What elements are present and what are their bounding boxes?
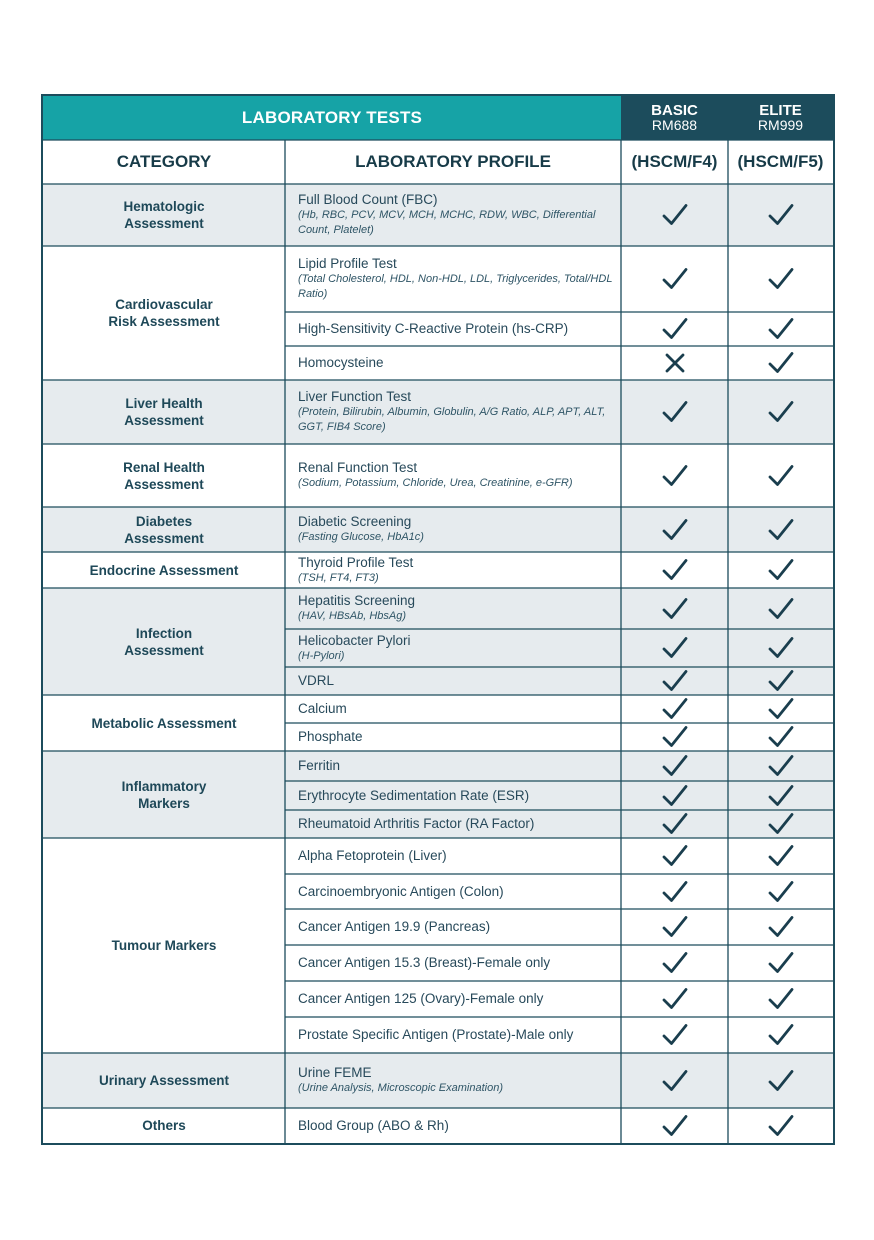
test-name: High-Sensitivity C-Reactive Protein (hs-CRP) xyxy=(298,321,569,336)
test-detail: (Sodium, Potassium, Chloride, Urea, Creatinine, e-GFR) xyxy=(298,477,573,489)
checkmark-icon xyxy=(768,1069,794,1093)
checkmark-icon xyxy=(662,518,688,542)
test-name: Cancer Antigen 15.3 (Breast)-Female only xyxy=(298,955,551,970)
checkmark-icon xyxy=(768,464,794,488)
elite-availability-cell xyxy=(728,874,833,909)
basic-availability-cell xyxy=(621,246,728,312)
test-profile-cell xyxy=(285,552,621,588)
elite-availability-cell xyxy=(728,1108,833,1143)
checkmark-icon xyxy=(768,697,794,721)
basic-availability-cell xyxy=(621,751,728,781)
test-name: Urine FEME xyxy=(298,1065,372,1080)
checkmark-icon xyxy=(768,784,794,808)
basic-plan-price: RM688 xyxy=(651,117,698,133)
test-name: Liver Function Test xyxy=(298,389,412,404)
test-detail: (HAV, HBsAb, HbsAg) xyxy=(298,610,406,622)
basic-plan-header xyxy=(621,96,728,140)
elite-plan-name: ELITE xyxy=(759,102,802,119)
category-cell: Cardiovascular Risk Assessment xyxy=(108,297,220,329)
basic-availability-cell xyxy=(621,1108,728,1143)
checkmark-icon xyxy=(662,1069,688,1093)
category-cell: Diabetes Assessment xyxy=(124,513,204,546)
test-detail: (Total Cholesterol, HDL, Non-HDL, LDL, Triglycerides, Total/HDL Ratio) xyxy=(298,273,613,300)
elite-availability-cell xyxy=(728,184,833,246)
test-profile-cell xyxy=(285,981,621,1017)
elite-plan-price: RM999 xyxy=(757,117,804,133)
elite-availability-cell xyxy=(728,945,833,981)
checkmark-icon xyxy=(662,558,688,582)
basic-plan-name: BASIC xyxy=(651,102,698,119)
checkmark-icon xyxy=(768,597,794,621)
checkmark-icon xyxy=(768,317,794,341)
checkmark-icon xyxy=(662,597,688,621)
basic-availability-cell xyxy=(621,346,728,380)
checkmark-icon xyxy=(768,558,794,582)
elite-availability-cell xyxy=(728,810,833,838)
table-title: LABORATORY TESTS xyxy=(241,108,423,127)
checkmark-icon xyxy=(662,636,688,660)
basic-availability-cell xyxy=(621,874,728,909)
elite-availability-cell xyxy=(728,909,833,945)
test-name: Phosphate xyxy=(298,729,363,744)
checkmark-icon xyxy=(768,518,794,542)
test-profile-cell xyxy=(285,629,621,667)
checkmark-icon xyxy=(768,669,794,693)
test-name: Rheumatoid Arthritis Factor (RA Factor) xyxy=(298,816,535,831)
basic-availability-cell xyxy=(621,444,728,507)
laboratory-tests-table xyxy=(41,94,835,1145)
elite-availability-cell xyxy=(728,981,833,1017)
test-name: Ferritin xyxy=(298,758,341,773)
test-name: Cancer Antigen 19.9 (Pancreas) xyxy=(298,919,491,934)
basic-availability-cell xyxy=(621,629,728,667)
elite-availability-cell xyxy=(728,444,833,507)
test-profile-cell xyxy=(285,723,621,751)
test-name: Lipid Profile Test xyxy=(298,256,397,271)
test-profile-cell xyxy=(285,246,621,312)
elite-availability-cell xyxy=(728,1053,833,1108)
basic-availability-cell xyxy=(621,945,728,981)
test-name: Diabetic Screening xyxy=(298,514,412,529)
test-name: Full Blood Count (FBC) xyxy=(298,192,438,207)
elite-availability-cell xyxy=(728,751,833,781)
test-profile-cell xyxy=(285,184,621,246)
test-name: Thyroid Profile Test xyxy=(298,554,414,570)
basic-availability-cell xyxy=(621,1017,728,1053)
elite-availability-cell xyxy=(728,346,833,380)
elite-availability-cell xyxy=(728,629,833,667)
checkmark-icon xyxy=(662,915,688,939)
elite-availability-cell xyxy=(728,588,833,629)
basic-availability-cell xyxy=(621,838,728,874)
basic-availability-cell xyxy=(621,981,728,1017)
category-column-header: CATEGORY xyxy=(116,152,212,171)
basic-availability-cell xyxy=(621,909,728,945)
basic-availability-cell xyxy=(621,667,728,695)
checkmark-icon xyxy=(768,351,794,375)
category-cell: Urinary Assessment xyxy=(98,1073,230,1088)
test-detail: (Protein, Bilirubin, Albumin, Globulin, A/G Ratio, ALP, APT, ALT, GGT, FIB4 Score) xyxy=(298,406,606,433)
checkmark-icon xyxy=(662,267,688,291)
category-cell: Renal Health Assessment xyxy=(123,459,205,492)
test-profile-cell xyxy=(285,810,621,838)
checkmark-icon xyxy=(662,812,688,836)
elite-availability-cell xyxy=(728,695,833,723)
category-cell: Tumour Markers xyxy=(111,938,217,953)
checkmark-icon xyxy=(662,669,688,693)
checkmark-icon xyxy=(662,317,688,341)
test-name: Blood Group (ABO & Rh) xyxy=(298,1117,449,1133)
test-name: Cancer Antigen 125 (Ovary)-Female only xyxy=(298,991,544,1006)
checkmark-icon xyxy=(768,1114,794,1138)
test-detail: (Hb, RBC, PCV, MCV, MCH, MCHC, RDW, WBC, Differential Count, Platelet) xyxy=(298,209,596,236)
test-profile-cell xyxy=(285,909,621,945)
basic-availability-cell xyxy=(621,723,728,751)
elite-availability-cell xyxy=(728,312,833,346)
elite-availability-cell xyxy=(728,838,833,874)
basic-availability-cell xyxy=(621,1053,728,1108)
elite-plan-header xyxy=(728,96,833,140)
test-name: Renal Function Test xyxy=(298,460,418,475)
elite-availability-cell xyxy=(728,723,833,751)
checkmark-icon xyxy=(768,915,794,939)
basic-availability-cell xyxy=(621,184,728,246)
elite-availability-cell xyxy=(728,552,833,588)
checkmark-icon xyxy=(768,754,794,778)
test-name: Helicobacter Pylori xyxy=(298,632,411,648)
test-profile-cell xyxy=(285,444,621,507)
basic-availability-cell xyxy=(621,312,728,346)
checkmark-icon xyxy=(768,880,794,904)
checkmark-icon xyxy=(662,1023,688,1047)
checkmark-icon xyxy=(662,725,688,749)
checkmark-icon xyxy=(662,697,688,721)
checkmark-icon xyxy=(768,400,794,424)
test-profile-cell xyxy=(285,874,621,909)
checkmark-icon xyxy=(768,636,794,660)
test-profile-cell xyxy=(285,380,621,444)
checkmark-icon xyxy=(662,880,688,904)
checkmark-icon xyxy=(768,987,794,1011)
test-name: Alpha Fetoprotein (Liver) xyxy=(298,848,447,863)
category-cell: Endocrine Assessment xyxy=(89,562,239,578)
basic-code-header: (HSCM/F4) xyxy=(631,152,718,171)
category-cell: Hematologic Assessment xyxy=(123,199,205,231)
checkmark-icon xyxy=(768,267,794,291)
checkmark-icon xyxy=(662,987,688,1011)
test-detail: (H-Pylori) xyxy=(298,649,345,662)
basic-availability-cell xyxy=(621,695,728,723)
checkmark-icon xyxy=(662,400,688,424)
test-name: Homocysteine xyxy=(298,355,384,370)
checkmark-icon xyxy=(662,754,688,778)
category-cell: Metabolic Assessment xyxy=(91,715,237,731)
basic-availability-cell xyxy=(621,810,728,838)
test-profile-cell xyxy=(285,346,621,380)
checkmark-icon xyxy=(662,1114,688,1138)
checkmark-icon xyxy=(662,784,688,808)
checkmark-icon xyxy=(768,725,794,749)
category-cell: Liver Health Assessment xyxy=(124,396,204,428)
test-profile-cell xyxy=(285,781,621,810)
category-cell: Others xyxy=(142,1118,186,1133)
elite-availability-cell xyxy=(728,380,833,444)
elite-availability-cell xyxy=(728,246,833,312)
basic-availability-cell xyxy=(621,380,728,444)
test-profile-cell xyxy=(285,1017,621,1053)
test-detail: (TSH, FT4, FT3) xyxy=(298,571,379,584)
test-name: Erythrocyte Sedimentation Rate (ESR) xyxy=(298,787,530,803)
category-cell: Infection Assessment xyxy=(124,625,204,658)
basic-availability-cell xyxy=(621,552,728,588)
checkmark-icon xyxy=(662,951,688,975)
elite-availability-cell xyxy=(728,1017,833,1053)
test-profile-cell xyxy=(285,1108,621,1143)
checkmark-icon xyxy=(768,203,794,227)
cross-icon xyxy=(664,352,686,374)
test-detail: (Fasting Glucose, HbA1c) xyxy=(298,531,424,543)
test-profile-cell xyxy=(285,588,621,629)
elite-availability-cell xyxy=(728,507,833,552)
test-profile-cell xyxy=(285,507,621,552)
checkmark-icon xyxy=(662,844,688,868)
category-cell: Inflammatory Markers xyxy=(121,778,207,811)
test-profile-cell xyxy=(285,312,621,346)
elite-availability-cell xyxy=(728,667,833,695)
checkmark-icon xyxy=(768,844,794,868)
test-name: Hepatitis Screening xyxy=(298,593,416,608)
elite-availability-cell xyxy=(728,781,833,810)
profile-column-header: LABORATORY PROFILE xyxy=(355,152,551,171)
test-profile-cell xyxy=(285,695,621,723)
test-name: Prostate Specific Antigen (Prostate)-Male only xyxy=(298,1027,574,1042)
checkmark-icon xyxy=(768,951,794,975)
basic-availability-cell xyxy=(621,507,728,552)
test-name: VDRL xyxy=(298,673,335,688)
test-profile-cell xyxy=(285,751,621,781)
basic-availability-cell xyxy=(621,588,728,629)
test-profile-cell xyxy=(285,838,621,874)
test-detail: (Urine Analysis, Microscopic Examination) xyxy=(298,1082,503,1094)
basic-availability-cell xyxy=(621,781,728,810)
test-profile-cell xyxy=(285,945,621,981)
checkmark-icon xyxy=(662,464,688,488)
test-profile-cell xyxy=(285,1053,621,1108)
checkmark-icon xyxy=(662,203,688,227)
test-name: Carcinoembryonic Antigen (Colon) xyxy=(298,883,504,899)
test-name: Calcium xyxy=(298,701,347,716)
test-profile-cell xyxy=(285,667,621,695)
checkmark-icon xyxy=(768,812,794,836)
checkmark-icon xyxy=(768,1023,794,1047)
elite-code-header: (HSCM/F5) xyxy=(737,152,824,171)
